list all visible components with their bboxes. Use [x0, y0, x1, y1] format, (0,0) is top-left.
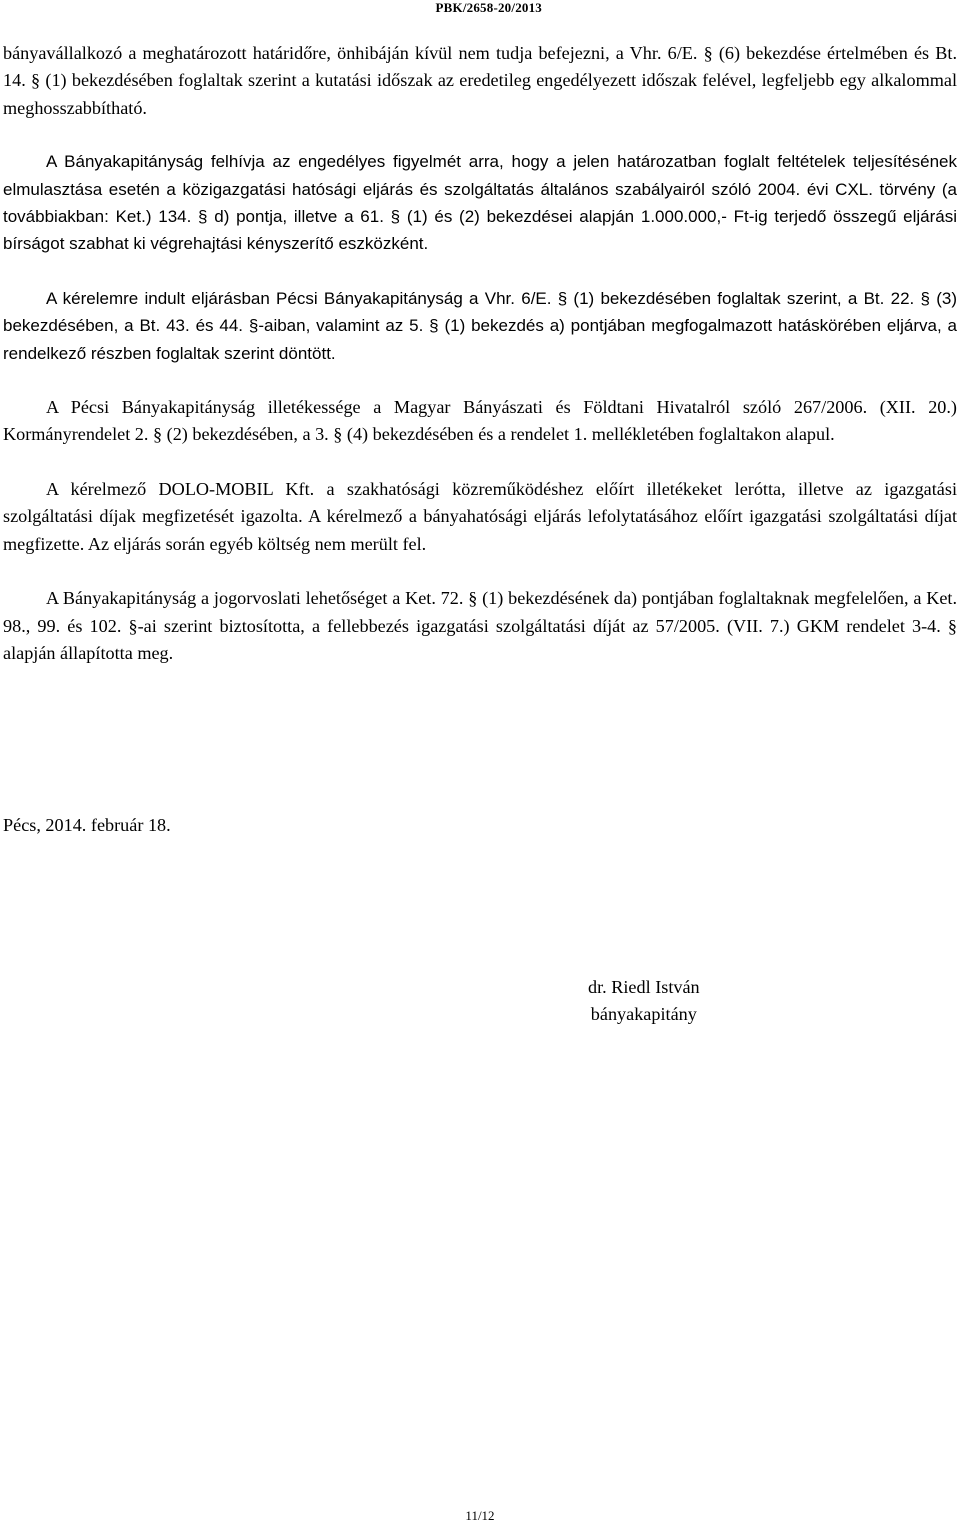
document-id-header: PBK/2658-20/2013	[435, 0, 542, 15]
page-number: 11/12	[465, 1508, 495, 1523]
document-body	[3, 40, 957, 667]
signatory-title: bányakapitány	[590, 1004, 697, 1025]
signature-block	[588, 974, 700, 1029]
paragraph-fees: A kérelmező DOLO-MOBIL Kft. a szakhatósági közreműködéshez előírt illetékeket lerótta, illetve az igazgatási szolgáltatási díjak megfizetését igazolta. A kérelmező a bányahatósági eljárás lefolytatásához előírt igazgatási szolgáltatási díjat megfizette. Az eljárás során egyéb költség nem merült fel.	[3, 478, 957, 554]
signatory-name: dr. Riedl István	[588, 977, 700, 997]
paragraph-authority-basis: A kérelemre indult eljárásban Pécsi Bányakapitányság a Vhr. 6/E. § (1) bekezdésében foglaltak szerint, a Bt. 22. § (3) bekezdésében, a Bt. 43. és 44. §-aiban, valamint az 5. § (1) bekezdés a) pontjában megfogalmazott hatáskörében eljárva, a rendelkező részben foglaltak szerint döntött.	[3, 288, 957, 363]
paragraph-legal-remedy: A Bányakapitányság a jogorvoslati lehetőséget a Ket. 72. § (1) bekezdésének da) pontjában foglaltaknak megfelelően, a Ket. 98., 99. és 102. §-ai szerint biztosította, a fellebbezés igazgatási szolgáltatási díját az 57/2005. (VII. 7.) GKM rendelet 3-4. § alapján állapította meg.	[3, 588, 957, 663]
paragraph-jurisdiction: A Pécsi Bányakapitányság illetékessége a Magyar Bányászati és Földtani Hivatalról szóló 267/2006. (XII. 20.) Kormányrendelet 2. § (2) bekezdésében, a 3. § (4) bekezdésében és a rendelet 1. mellékletében foglaltakon alapul.	[3, 397, 957, 445]
paragraph-penalty-notice: A Bányakapitányság felhívja az engedélyes figyelmét arra, hogy a jelen határozatban foglalt feltételek teljesítésének elmulasztása esetén a közigazgatási hatósági eljárás és szolgáltatás általános szabályairól szóló 2004. évi CXL. törvény (a továbbiakban: Ket.) 134. § d) pontja, illetve a 61. § (1) és (2) bekezdései alapján 1.000.000,- Ft-ig terjedő összegű eljárási bírságot szabhat ki végrehajtási kényszerítő eszközként.	[3, 152, 957, 254]
paragraph-extension-rule: bányavállalkozó a meghatározott határidőre, önhibáján kívül nem tudja befejezni, a Vhr. 6/E. § (6) bekezdése értelmében és Bt. 14. § (1) bekezdésében foglaltak szerint a kutatási időszak az eredetileg engedélyezett időszak felével, legfeljebb egy alkalommal meghosszabbítható.	[3, 43, 957, 118]
date-line: Pécs, 2014. február 18.	[3, 815, 171, 835]
